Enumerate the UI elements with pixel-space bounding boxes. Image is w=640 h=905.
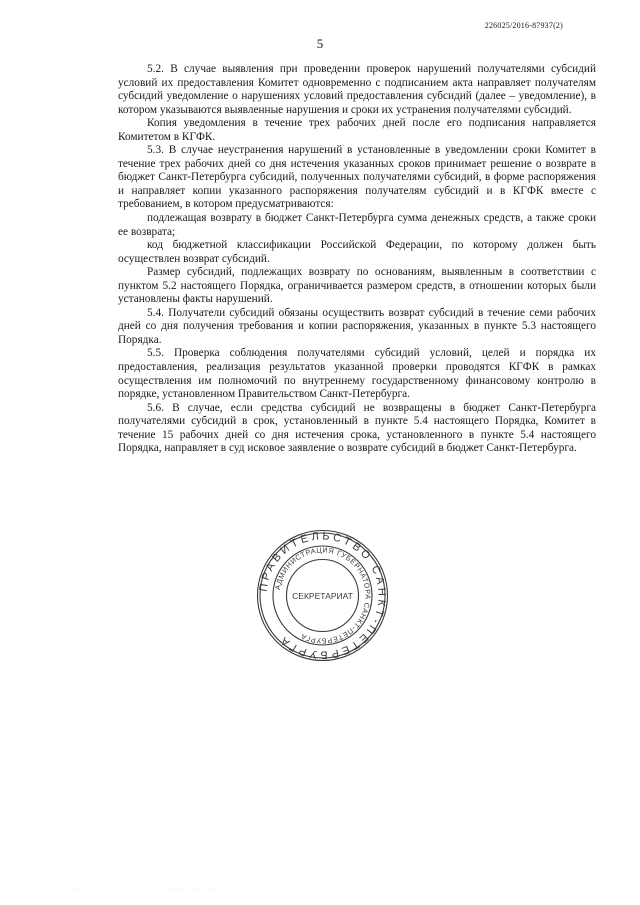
paragraph-5-2: 5.2. В случае выявления при проведении проверок нарушений получателями субсидий условий их предоставления Комитет одновременно с подписанием акта направляет получателям субсидий уведомление о нарушениях условий предоставления субсидий (далее – уведомление), в котором указываются выявленные нарушения и сроки их устранения получателями субсидий. [118, 63, 596, 116]
footer-mark-middle: · · · · · · · · · · [168, 888, 215, 893]
footer-mark-left: · · · · [68, 888, 86, 893]
stamp-seal [255, 528, 390, 663]
paragraph-5-4: 5.4. Получатели субсидий обязаны осуществить возврат субсидий в течение семи рабочих дней со дня получения требования и копии распоряжения, указанных в пункте 5.3 настоящего Порядка. [118, 306, 596, 346]
paragraph-5-5: 5.5. Проверка соблюдения получателями субсидий условий, целей и порядка их предоставления, реализация результатов указанной проверки проводятся КГФК в рамках осуществления им полномочий по внутреннему государственному финансовому контролю в порядке, установленном Правительством Санкт-Петербурга. [118, 347, 596, 401]
body-text [118, 63, 596, 456]
page-number: 5 [316, 36, 324, 51]
stamp-inner-text: АДМИНИСТРАЦИЯ ГУБЕРНАТОРА САНКТ-ПЕТЕРБУРГА [272, 545, 373, 646]
paragraph-5-6: 5.6. В случае, если средства субсидий не возвращены в бюджет Санкт-Петербурга получателями субсидий в срок, установленный в пункте 5.4 настоящего Порядка, Комитет в течение 15 рабочих дней со дня истечения срока, установленного в пункте 5.4 настоящего Порядка, направляет в суд исковое заявление о возврате субсидий в бюджет Санкт-Петербурга. [118, 401, 596, 455]
stamp-outer-text: ПРАВИТЕЛЬСТВО САНКТ-ПЕТЕРБУРГА [257, 530, 388, 661]
paragraph-5-3: 5.3. В случае неустранения нарушений в установленные в уведомлении сроки Комитет в течение трех рабочих дней со дня истечения указанных сроков принимает решение о возврате в бюджет Санкт-Петербурга субсидий, полученных получателями субсидий, в форме распоряжения и направляет копии указанного распоряжения получателям субсидий и в КГФК вместе с требованием, в котором предусматриваются: [118, 144, 596, 211]
paragraph-subsidy-size: Размер субсидий, подлежащих возврату по основаниям, выявленным в соответствии с пунктом 5.2 настоящего Порядка, ограничивается размером средств, в отношении которых были установлены факты нарушений. [118, 266, 596, 306]
paragraph-amount: подлежащая возврату в бюджет Санкт-Петербурга сумма денежных средств, а также сроки ее возврата; [118, 212, 596, 238]
paragraph-budget-code: код бюджетной классификации Российской Федерации, по которому должен быть осуществлен возврат субсидий. [118, 239, 596, 265]
official-stamp [255, 528, 390, 663]
paragraph-copy-notice: Копия уведомления в течение трех рабочих дней после его подписания направляется Комитетом в КГФК. [118, 117, 596, 143]
document-id: 226025/2016-87937(2) [484, 21, 563, 30]
stamp-center-text: СЕКРЕТАРИАТ [292, 591, 353, 601]
